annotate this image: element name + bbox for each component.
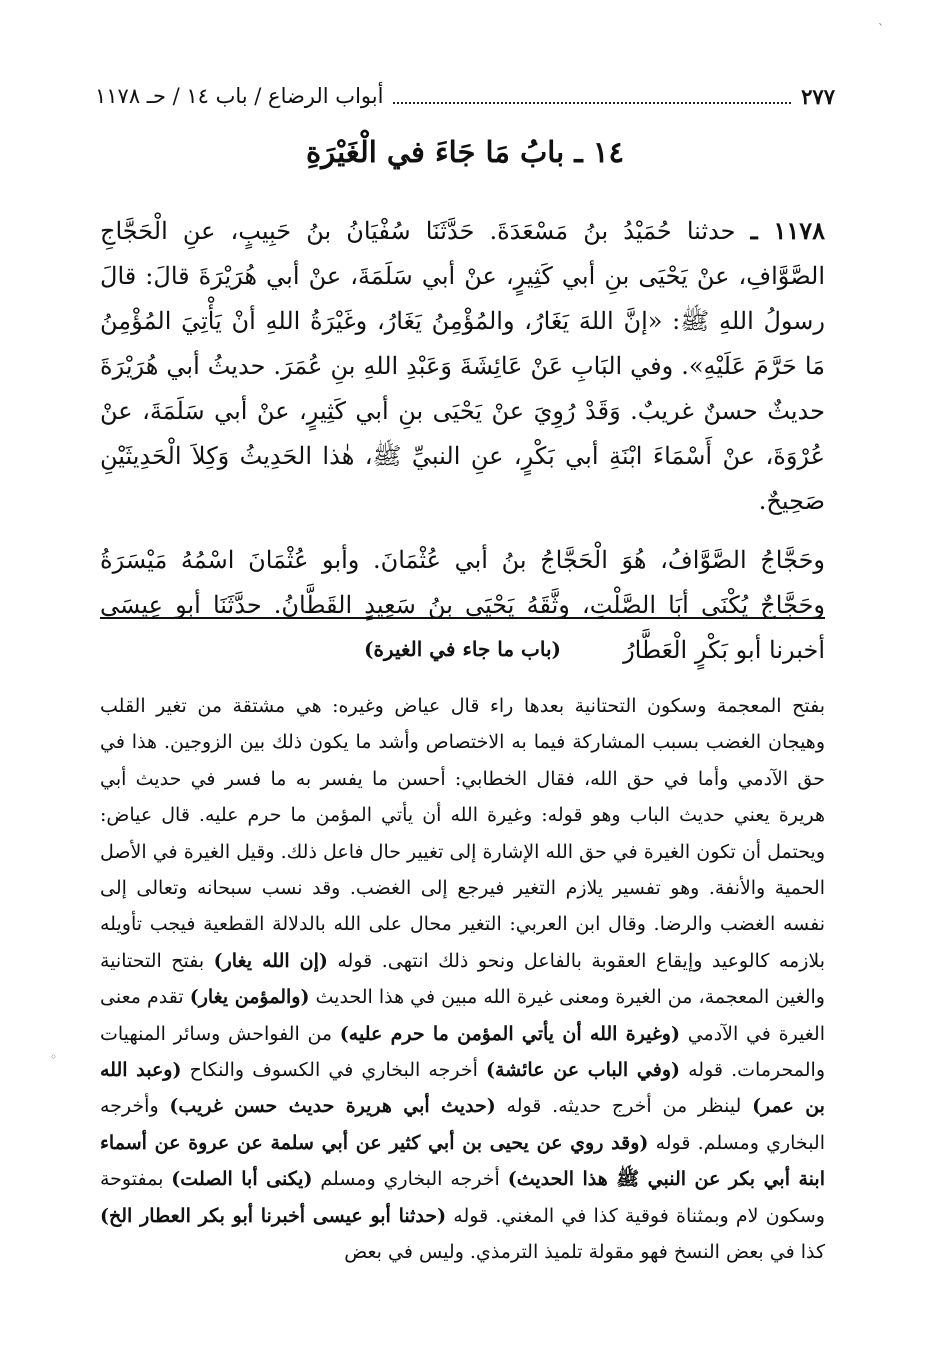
hadith-body: حدثنا حُمَيْدُ بنُ مَسْعَدَةَ. حَدَّثَنَا سُفْيَانُ بنُ حَبِيبٍ، عنِ الْحَجَّاجِ الصَّوَّافِ، عنْ يَحْيَى بنِ أبي كَثِيرٍ، عنْ أبي سَلَمَةَ، عنْ أبي هُرَيْرَةَ قالَ: قالَ رسولُ اللهِ ﷺ: «إنَّ اللهَ يَغَارُ، والمُؤْمِنُ يَغَارُ، وغَيْرَةُ اللهِ أنْ يَأْتِيَ المُؤْمِنُ مَا حَرَّمَ عَلَيْهِ». وفي البَابِ عَنْ عَائِشَةَ وَعَبْدِ اللهِ بنِ عُمَرَ. حديثُ أبي هُرَيْرَةَ حديثٌ حسنٌ غريبٌ. وَقَدْ رُوِيَ عنْ يَحْيَى بنِ أبي كَثِيرٍ، عنْ أبي سَلَمَةَ، عنْ عُرْوَةَ، عنْ أَسْمَاءَ ابْنَةِ أبي بَكْرٍ، عنِ النبيِّ ﷺ، هٰذا الحَدِيثُ وَكِلاَ الْحَدِيثَيْنِ صَحِيحٌ.	[100, 217, 825, 515]
hadith-note: وحَجَّاجُ الصَّوَّافُ، هُوَ الْحَجَّاجُ بنُ أبي عُثْمَانَ. وأبو عُثْمَانَ اسْمُهُ مَيْسَرَةُ وحَجَّاجٌ يُكْنَى أبَا الصَّلْتِ، وثَّقَهُ يَحْيَى بنُ سَعِيدٍ القَطَّانُ. حدَّثَنَا أبو عِيسَى أخبرنا أبو بَكْرٍ الْعَطَّارُ	[100, 546, 825, 664]
commentary-segment: من الفواحش وسائر المنهيات والمحرمات. قوله	[100, 1022, 825, 1082]
commentary-segment: كذا في بعض النسخ فهو مقولة تلميذ الترمذي. وليس في بعض	[344, 1241, 825, 1264]
commentary-quote: (وفي الباب عن عائشة)	[486, 1059, 680, 1082]
hadith-text	[100, 208, 825, 524]
commentary-segment: بفتح المعجمة وسكون التحتانية بعدها راء قال عياض وغيره: هي مشتقة من تغير القلب وهيجان الغضب بسبب المشاركة فيما به الاختصاص وأشد ما يكون ذلك بين الزوجين. هذا في حق الآدمي وأما في حق الله، فقال الخطابي: أحسن ما يفسر به ما فسر في حديث أبي هريرة يعني حديث الباب وهو قوله: وغيرة الله أن يأتي المؤمن ما حرم عليه. قال عياض: ويحتمل أن تكون الغيرة في حق الله الإشارة إلى تغيير حال فاعل ذلك. وقيل الغيرة في الأصل الحمية والأنفة. وهو تفسير يلازم التغير فيرجع إلى الغضب. وقد نسب سبحانه وتعالى إلى نفسه الغضب والرضا. وقال ابن العربي: التغير محال على الله بالدلالة القطعية فيجب تأويله بلازمه كالوعيد وإيقاع العقوبة بالفاعل ونحو ذلك انتهى. قوله	[100, 695, 825, 972]
commentary-segment: وأخرجه البخاري ومسلم. قوله	[100, 1095, 825, 1154]
hadith-number: ١١٧٨ ـ	[750, 216, 825, 245]
commentary-segment: بمفتوحة وسكون لام وبمثناة فوقية كذا في المغني. قوله	[100, 1168, 825, 1227]
commentary-segment: تقدم معنى الغيرة في الآدمي	[100, 986, 825, 1045]
chapter-title: ١٤ ـ بابُ مَا جَاءَ في الْغَيْرَةِ	[305, 135, 625, 169]
commentary-quote: (وقد روي عن يحيى بن أبي كثير عن أبي سلمة عن عروة عن أسماء ابنة أبي بكر عن النبي ﷺ هذا الحديث)	[100, 1131, 825, 1191]
footnote-divider	[100, 617, 825, 619]
commentary-quote: (وغيرة الله أن يأتي المؤمن ما حرم عليه)	[339, 1022, 680, 1045]
page-number: ٢٧٧	[801, 83, 835, 109]
dotted-leader	[393, 92, 791, 104]
commentary-quote: (والمؤمن يغار)	[189, 986, 310, 1009]
commentary-segment: أخرجه البخاري في الكسوف والنكاح	[189, 1059, 478, 1082]
scan-speck: `	[878, 22, 884, 36]
commentary-quote: (وعبد الله بن عمر)	[100, 1059, 825, 1118]
commentary-segment: بفتح التحتانية والغين المعجمة، من الغيرة ومعنى غيرة الله مبين في هذا الحديث	[100, 949, 825, 1009]
commentary-segment: لينظر من أخرج حديثه. قوله	[506, 1095, 742, 1118]
running-title: أبواب الرضاع / باب ١٤ / حـ ١١٧٨	[95, 84, 384, 108]
commentary-quote: (إن الله يغار)	[213, 949, 328, 972]
commentary-quote: (حدثنا أبو عيسى أخبرنا أبو بكر العطار الخ)	[100, 1204, 447, 1227]
commentary-title: (باب ما جاء في الغيرة)	[363, 637, 561, 661]
commentary-segment: أخرجه البخاري ومسلم	[320, 1168, 500, 1191]
commentary-text	[100, 688, 825, 1271]
commentary-quote: (يكنى أبا الصلت)	[171, 1168, 313, 1191]
commentary-quote: (حديث أبي هريرة حديث حسن غريب)	[169, 1095, 496, 1118]
hadith-block	[100, 208, 825, 673]
scan-speck: ◦	[50, 1050, 58, 1064]
page-header	[95, 80, 835, 112]
